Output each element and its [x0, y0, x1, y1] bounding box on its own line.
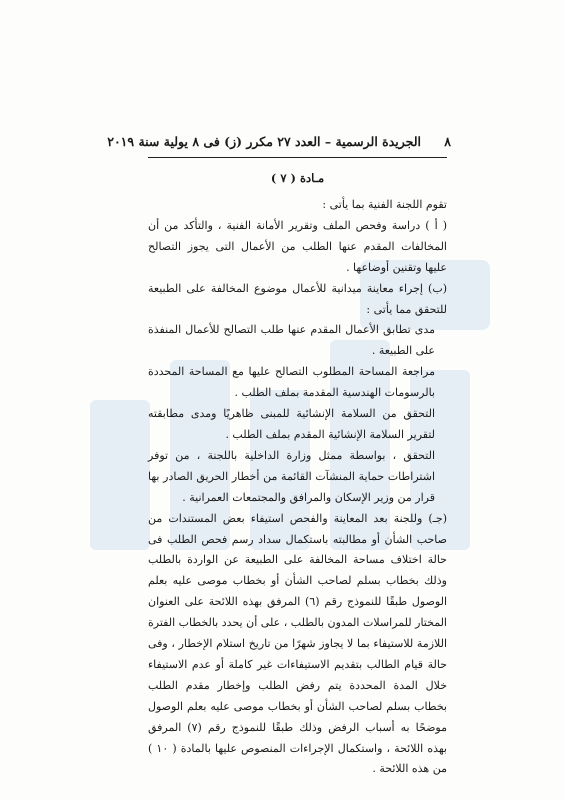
item-a: ( أ ) دراسة وفحص الملف وتقرير الأمانة الفنية ، والتأكد من أن المخالفات المقدم عنها الطلب من الأعمال التى يجوز التصالح عليها وتقنين أوضاعها . — [148, 218, 447, 274]
item-b-sub-1: مدى تطابق الأعمال المقدم عنها طلب التصالح للأعمال المنفذة على الطبيعة . — [148, 323, 435, 358]
article-title: مـادة ( ٧ ) — [270, 171, 325, 185]
gazette-title: الجريدة الرسمية – العدد ٢٧ مكرر (ز) فى ٨ يولية سنة ٢٠١٩ — [107, 134, 421, 149]
page-header — [107, 134, 451, 152]
item-b: (ب) إجراء معاينة ميدانية للأعمال موضوع المخالفة على الطبيعة للتحقق مما يأتى : — [148, 281, 447, 316]
item-b-sub-3: التحقق من السلامة الإنشائية للمبنى ظاهريًا ومدى مطابقته لتقرير السلامة الإنشائية المقدم بملف الطلب . — [148, 407, 435, 441]
item-b-sub-2: مراجعة المساحة المطلوب التصالح عليها مع المساحة المحددة بالرسومات الهندسية المقدمة بملف الطلب . — [148, 365, 435, 400]
article-intro: تقوم اللجنة الفنية بما يأتى : — [322, 198, 447, 211]
item-c: (جـ) وللجنة بعد المعاينة والفحص استيفاء بعض المستندات من صاحب الشأن أو مطالبته باستكمال سداد رسم فحص الطلب فى حالة اختلاف مساحة المخالفة على الطبيعة عن الواردة بالطلب وذلك بخطاب بسلم لصاحب الشأن أو بخطاب موصى عليه بعلم الوصول طبقًا للنموذج رقم (٦) المرفق بهذه اللائحة على العنوان المختار للمراسلات المدون بالطلب ، على أن يحدد بالخطاب الفترة اللازمة للاستيفاء بما لا يجاوز شهرًا من تاريخ استلام الإخطار ، وفى حالة قيام الطالب بتقديم الاستيفاءات غير كاملة أو عدم الاستيفاء خلال المدة المحددة يتم رفض الطلب وإخطار مقدم الطلب بخطاب بسلم لصاحب الشأن أو بخطاب موصى عليه بعلم الوصول موضحًا به أسباب الرفض وذلك طبقًا للنموذج رقم (٧) المرفق بهذه اللائحة ، واستكمال الإجراءات المنصوص عليها بالمادة ( ١٠ ) من هذه اللائحة . — [148, 511, 448, 776]
article-body — [148, 195, 447, 780]
item-b-sub-4: التحقق ، بواسطة ممثل وزارة الداخلية باللجنة ، من توفر اشتراطات حماية المنشآت القائمة من أخطار الحريق الصادر بها قرار من وزير الإسكان والمرافق والمجتمعات العمرانية . — [148, 448, 435, 504]
page-number: ٨ — [444, 134, 451, 149]
header-divider — [148, 157, 447, 158]
